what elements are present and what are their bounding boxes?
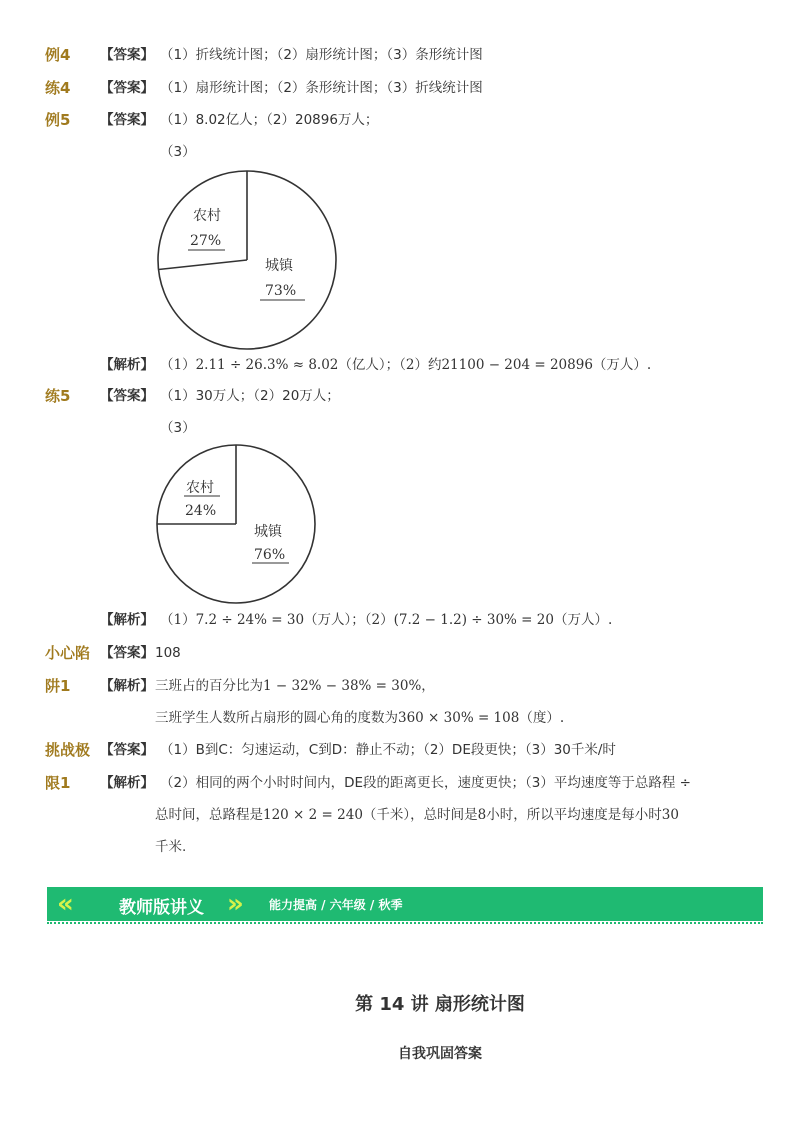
explanation-text: 千米. <box>155 839 187 855</box>
answer-text: （1）折线统计图；（2）扇形统计图；（3）条形统计图 <box>160 47 483 63</box>
explanation-tag: 【解析】 <box>100 357 154 373</box>
explanation-text: （2）相同的两个小时时间内，DE段的距离更长，速度更快；（3）平均速度等于总路程 ÷ <box>160 775 691 791</box>
section-banner <box>47 887 763 921</box>
item-label: 小心陷 <box>45 644 91 662</box>
pie-chart-1 <box>150 160 350 360</box>
explanation-text: （1）2.11 ÷ 26.3% ≈ 8.02（亿人）；（2）约21100 − 204 = 20896（万人）. <box>160 357 652 373</box>
slice-value-rural: 24% <box>185 503 217 519</box>
item-label: 练5 <box>45 387 71 405</box>
section-subtitle: 自我巩固答案 <box>398 1046 482 1062</box>
answer-text: （1）8.02亿人；（2）20896万人； <box>160 112 379 128</box>
answer-text: （1）B到C：匀速运动，C到D：静止不动；（2）DE段更快；（3）30千米/时 <box>160 742 616 758</box>
explanation-text: （1）7.2 ÷ 24% = 30（万人）；（2）(7.2 − 1.2) ÷ 30% = 20（万人）. <box>160 612 613 628</box>
item-label: 阱1 <box>45 677 71 695</box>
answer-text: （1）30万人；（2）20万人； <box>160 388 340 404</box>
slice-label-urban: 城镇 <box>265 258 293 274</box>
slice-value-urban: 73% <box>265 283 297 299</box>
pie-chart-2 <box>150 438 330 610</box>
answer-tag: 【答案】 <box>100 47 154 63</box>
banner-subtitle: 能力提高 / 六年级 / 秋季 <box>269 898 403 912</box>
answer-tag: 【答案】 <box>100 112 154 128</box>
explanation-text: 三班占的百分比为1 − 32% − 38% = 30%， <box>155 678 435 694</box>
explanation-tag: 【解析】 <box>100 775 154 791</box>
banner-title: 教师版讲义 <box>119 898 204 918</box>
explanation-tag: 【解析】 <box>100 678 154 694</box>
slice-label-rural: 农村 <box>186 480 214 496</box>
item-label: 限1 <box>45 774 71 792</box>
item-label: 例5 <box>45 111 71 129</box>
explanation-text: 三班学生人数所占扇形的圆心角的度数为360 × 30% = 108（度）. <box>155 710 565 726</box>
banner-divider <box>47 922 763 924</box>
answer-text: （1）扇形统计图；（2）条形统计图；（3）折线统计图 <box>160 80 483 96</box>
answer-text: 108 <box>155 645 181 661</box>
answer-text: （3） <box>160 420 196 436</box>
item-label: 练4 <box>45 79 71 97</box>
answer-tag: 【答案】 <box>100 388 154 404</box>
answer-tag: 【答案】 <box>100 742 154 758</box>
explanation-text: 总时间，总路程是120 × 2 = 240（千米），总时间是8小时，所以平均速度是每小时30 <box>155 807 679 823</box>
slice-label-rural: 农村 <box>193 208 221 224</box>
slice-value-rural: 27% <box>190 233 222 249</box>
answer-text: （3） <box>160 144 196 160</box>
item-label: 挑战极 <box>45 741 91 759</box>
answer-tag: 【答案】 <box>100 80 154 96</box>
item-label: 例4 <box>45 46 71 64</box>
slice-value-urban: 76% <box>254 547 286 563</box>
chevron-right-icon: » <box>227 889 244 919</box>
answer-tag: 【答案】 <box>100 645 154 661</box>
slice-label-urban: 城镇 <box>254 524 282 540</box>
chevron-left-icon: « <box>57 889 74 919</box>
lecture-title: 第 14 讲 扇形统计图 <box>355 994 525 1015</box>
explanation-tag: 【解析】 <box>100 612 154 628</box>
